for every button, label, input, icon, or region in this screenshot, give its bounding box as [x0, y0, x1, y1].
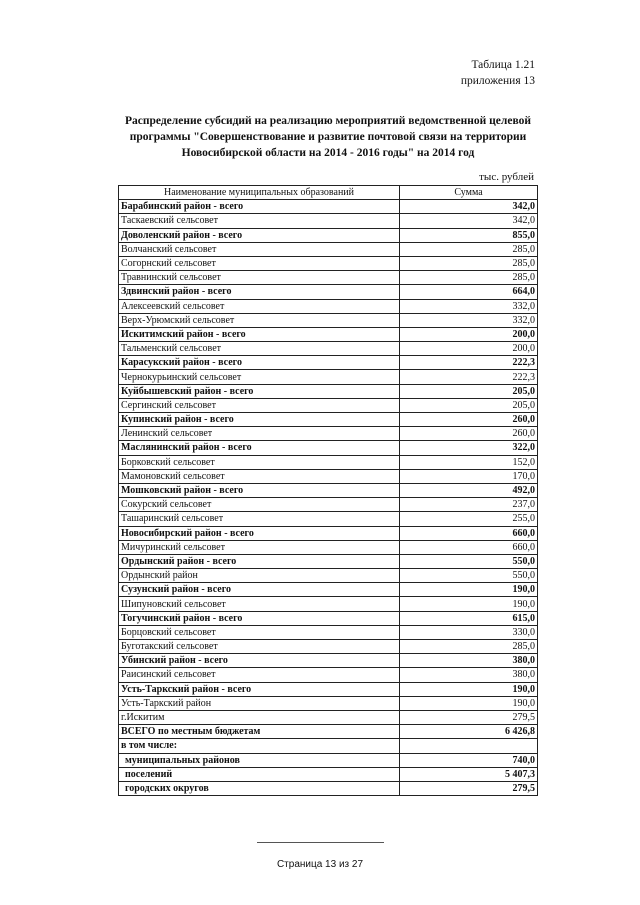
row-name-cell: Купинский район - всего [119, 413, 400, 427]
table-row [119, 767, 538, 781]
row-sum-cell: 200,0 [400, 342, 538, 356]
table-row [119, 427, 538, 441]
row-name-cell: Убинский район - всего [119, 654, 400, 668]
row-sum-cell: 342,0 [400, 214, 538, 228]
row-sum-cell: 550,0 [400, 554, 538, 568]
table-row [119, 455, 538, 469]
page-number: Страница 13 из 27 [276, 859, 364, 870]
row-name-cell: Сокурский сельсовет [119, 498, 400, 512]
table-row [119, 384, 538, 398]
row-name-cell: Ордынский район - всего [119, 554, 400, 568]
row-name-cell: Новосибирский район - всего [119, 526, 400, 540]
table-row [119, 597, 538, 611]
row-name-cell: Мичуринский сельсовет [119, 540, 400, 554]
row-name-cell: Буготакский сельсовет [119, 640, 400, 654]
row-sum-cell: 200,0 [400, 327, 538, 341]
row-sum-cell: 740,0 [400, 753, 538, 767]
row-sum-cell [400, 739, 538, 753]
row-name-cell: городских округов [119, 781, 400, 795]
row-name-cell: Борковский сельсовет [119, 455, 400, 469]
table-row [119, 370, 538, 384]
appendix-reference: приложения 13 [460, 75, 535, 87]
table-row [119, 469, 538, 483]
row-name-cell: поселений [119, 767, 400, 781]
table-row [119, 668, 538, 682]
table-row [119, 228, 538, 242]
row-sum-cell: 332,0 [400, 299, 538, 313]
table-row [119, 753, 538, 767]
row-sum-cell: 380,0 [400, 654, 538, 668]
table-row [119, 356, 538, 370]
table-row [119, 313, 538, 327]
units-label: тыс. рублей [479, 171, 534, 183]
table-row [119, 625, 538, 639]
table-reference [461, 57, 535, 89]
table-row [119, 569, 538, 583]
row-sum-cell: 285,0 [400, 256, 538, 270]
row-sum-cell: 5 407,3 [400, 767, 538, 781]
row-sum-cell: 222,3 [400, 370, 538, 384]
subsidy-table [118, 185, 538, 796]
row-sum-cell: 342,0 [400, 200, 538, 214]
row-sum-cell: 279,5 [400, 781, 538, 795]
row-sum-cell: 660,0 [400, 526, 538, 540]
row-sum-cell: 260,0 [400, 413, 538, 427]
row-name-cell: Чернокурьинский сельсовет [119, 370, 400, 384]
row-name-cell: Шипуновский сельсовет [119, 597, 400, 611]
row-name-cell: Сузунский район - всего [119, 583, 400, 597]
table-number: Таблица 1.21 [471, 59, 535, 71]
table-row [119, 554, 538, 568]
row-name-cell: в том числе: [119, 739, 400, 753]
row-sum-cell: 332,0 [400, 313, 538, 327]
row-name-cell: ВСЕГО по местным бюджетам [119, 725, 400, 739]
row-sum-cell: 255,0 [400, 512, 538, 526]
table-row [119, 285, 538, 299]
row-name-cell: Таскаевский сельсовет [119, 214, 400, 228]
table-body [119, 200, 538, 796]
row-sum-cell: 285,0 [400, 640, 538, 654]
table-row [119, 654, 538, 668]
row-name-cell: Куйбышевский район - всего [119, 384, 400, 398]
table-row [119, 583, 538, 597]
table-row [119, 483, 538, 497]
table-row [119, 327, 538, 341]
title-line-2: программы "Совершенствование и развитие почтовой связи на территории [129, 131, 527, 143]
table-row [119, 739, 538, 753]
row-name-cell: Волчанский сельсовет [119, 242, 400, 256]
row-sum-cell: 205,0 [400, 398, 538, 412]
row-sum-cell: 322,0 [400, 441, 538, 455]
row-name-cell: г.Искитим [119, 710, 400, 724]
row-sum-cell: 285,0 [400, 242, 538, 256]
row-sum-cell: 190,0 [400, 583, 538, 597]
row-name-cell: Ташаринский сельсовет [119, 512, 400, 526]
row-sum-cell: 279,5 [400, 710, 538, 724]
row-name-cell: Доволенский район - всего [119, 228, 400, 242]
row-name-cell: Алексеевский сельсовет [119, 299, 400, 313]
table-row [119, 710, 538, 724]
row-name-cell: Здвинский район - всего [119, 285, 400, 299]
table-row [119, 214, 538, 228]
table-row [119, 512, 538, 526]
row-name-cell: Маслянинский район - всего [119, 441, 400, 455]
row-name-cell: Верх-Урюмский сельсовет [119, 313, 400, 327]
table-row [119, 725, 538, 739]
row-name-cell: Мамоновский сельсовет [119, 469, 400, 483]
row-sum-cell: 260,0 [400, 427, 538, 441]
row-name-cell: Барабинский район - всего [119, 200, 400, 214]
table-row [119, 781, 538, 795]
row-sum-cell: 190,0 [400, 682, 538, 696]
row-sum-cell: 615,0 [400, 611, 538, 625]
table-row [119, 342, 538, 356]
table-row [119, 682, 538, 696]
table-header-row [119, 186, 538, 200]
table-row [119, 696, 538, 710]
footer-divider [257, 842, 384, 843]
table-row [119, 299, 538, 313]
row-sum-cell: 855,0 [400, 228, 538, 242]
row-sum-cell: 170,0 [400, 469, 538, 483]
row-sum-cell: 152,0 [400, 455, 538, 469]
row-sum-cell: 492,0 [400, 483, 538, 497]
table-row [119, 242, 538, 256]
table-row [119, 413, 538, 427]
row-name-cell: Тальменский сельсовет [119, 342, 400, 356]
table-row [119, 498, 538, 512]
row-name-cell: Усть-Таркский район - всего [119, 682, 400, 696]
table-row [119, 271, 538, 285]
row-sum-cell: 190,0 [400, 696, 538, 710]
row-sum-cell: 190,0 [400, 597, 538, 611]
row-name-cell: муниципальных районов [119, 753, 400, 767]
title-line-3: Новосибирской области на 2014 - 2016 годы" на 2014 год [181, 147, 475, 159]
row-sum-cell: 237,0 [400, 498, 538, 512]
row-sum-cell: 660,0 [400, 540, 538, 554]
row-name-cell: Мошковский район - всего [119, 483, 400, 497]
table-row [119, 441, 538, 455]
row-name-cell: Искитимский район - всего [119, 327, 400, 341]
row-sum-cell: 330,0 [400, 625, 538, 639]
row-name-cell: Ленинский сельсовет [119, 427, 400, 441]
table-row [119, 200, 538, 214]
row-name-cell: Борцовский сельсовет [119, 625, 400, 639]
row-sum-cell: 285,0 [400, 271, 538, 285]
title-line-1: Распределение субсидий на реализацию мероприятий ведомственной целевой [125, 115, 531, 127]
table-row [119, 256, 538, 270]
table-row [119, 640, 538, 654]
row-sum-cell: 664,0 [400, 285, 538, 299]
row-name-cell: Усть-Таркский район [119, 696, 400, 710]
row-name-cell: Тогучинский район - всего [119, 611, 400, 625]
row-sum-cell: 550,0 [400, 569, 538, 583]
document-title [118, 113, 538, 161]
row-name-cell: Раисинский сельсовет [119, 668, 400, 682]
table-row [119, 526, 538, 540]
row-name-cell: Сергинский сельсовет [119, 398, 400, 412]
row-sum-cell: 205,0 [400, 384, 538, 398]
row-name-cell: Травнинский сельсовет [119, 271, 400, 285]
row-sum-cell: 6 426,8 [400, 725, 538, 739]
table-row [119, 540, 538, 554]
row-name-cell: Карасукский район - всего [119, 356, 400, 370]
table-row [119, 611, 538, 625]
row-name-cell: Согорнский сельсовет [119, 256, 400, 270]
row-sum-cell: 222,3 [400, 356, 538, 370]
column-header-name: Наименование муниципальных образований [119, 186, 400, 200]
row-name-cell: Ордынский район [119, 569, 400, 583]
row-sum-cell: 380,0 [400, 668, 538, 682]
column-header-sum: Сумма [400, 186, 538, 200]
table-row [119, 398, 538, 412]
